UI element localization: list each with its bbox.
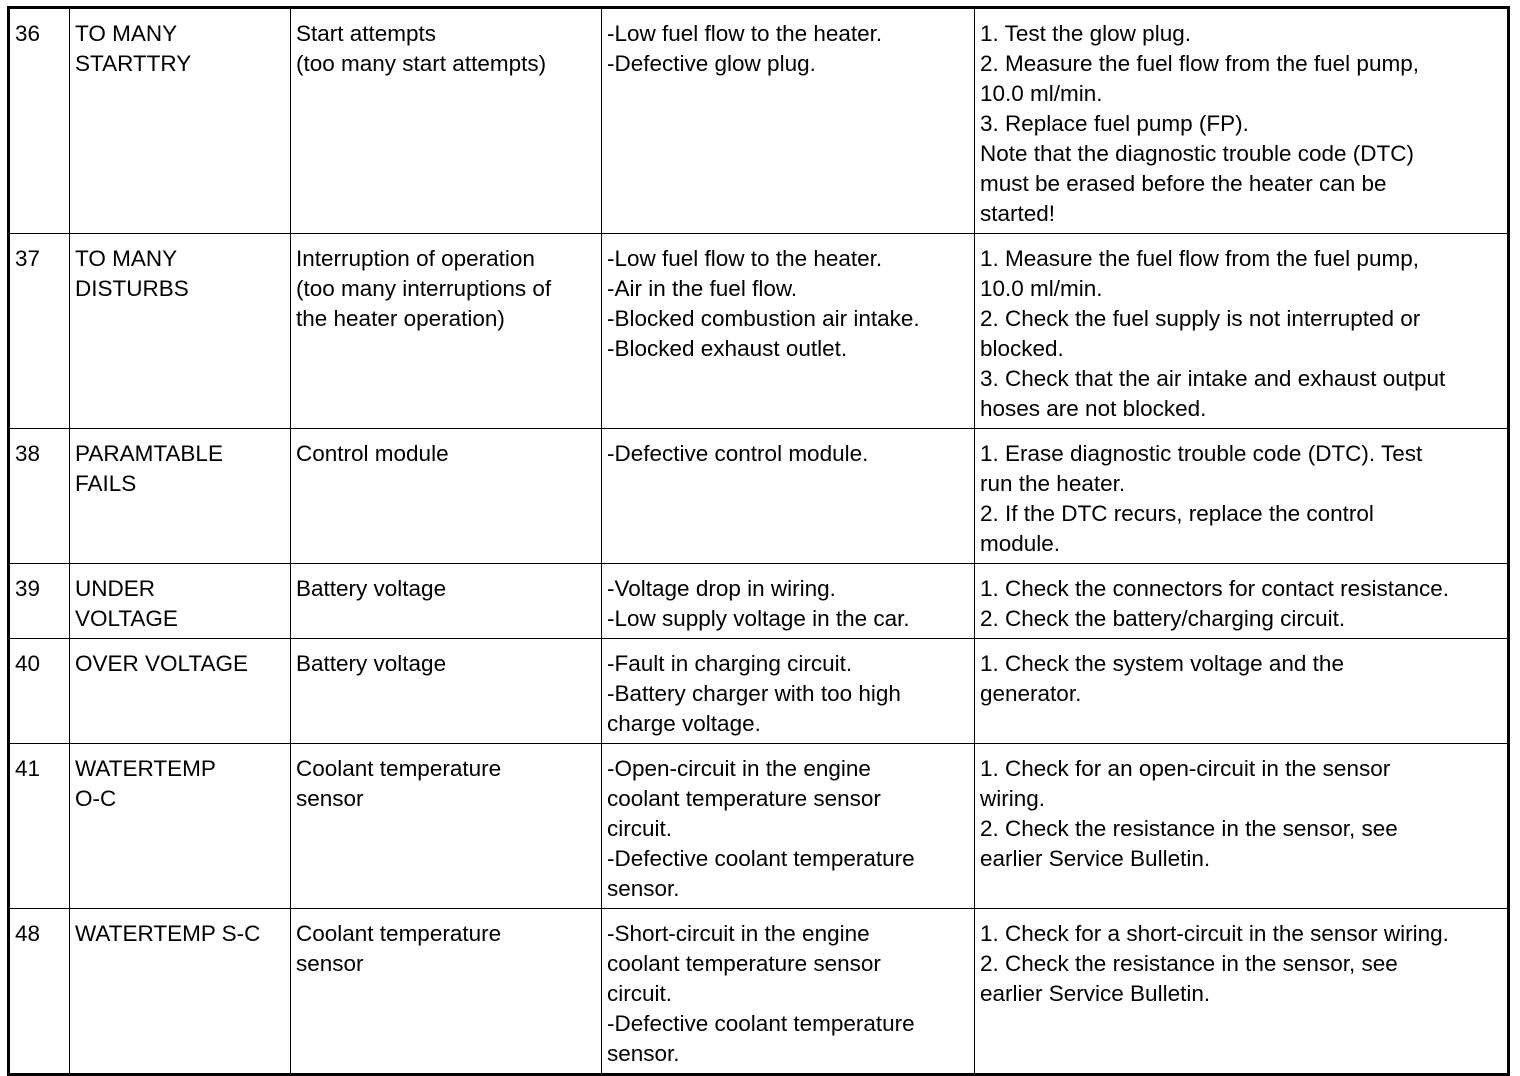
cause-text-line: -Low fuel flow to the heater. [607,246,883,271]
component-text-line: sensor [296,951,364,976]
cause-text-line: -Low fuel flow to the heater. [607,21,883,46]
cause-cell [602,8,975,234]
name-text-line: TO MANY [75,21,178,46]
action-text-line: 2. Check the fuel supply is not interrupted or [980,306,1421,331]
cause-text-line: -Low supply voltage in the car. [607,606,910,631]
cause-text-line: coolant temperature sensor [607,786,881,811]
component-text-line: the heater operation) [296,306,505,331]
dtc-name-cell [70,564,291,639]
name-text-line: VOLTAGE [75,606,178,631]
action-cell [975,234,1509,429]
table-row [9,564,1509,639]
dtc-code-cell [9,564,70,639]
cause-text-line: sensor. [607,876,680,901]
cause-text-line: -Battery charger with too high [607,681,901,706]
cause-text-line: charge voltage. [607,711,761,736]
component-cell [291,639,602,744]
action-text-line: Note that the diagnostic trouble code (DTC) [980,141,1414,166]
cause-text-line: coolant temperature sensor [607,951,881,976]
action-text-line: 2. Measure the fuel flow from the fuel pump, [980,51,1419,76]
component-text-line: Coolant temperature [296,921,502,946]
dtc-name-cell [70,639,291,744]
action-text-line: 2. If the DTC recurs, replace the control [980,501,1374,526]
table-row [9,639,1509,744]
dtc-code-cell [9,234,70,429]
action-text-line: must be erased before the heater can be [980,171,1387,196]
code-text: 48 [15,921,41,946]
dtc-name-cell [70,8,291,234]
code-text: 36 [15,21,41,46]
component-cell [291,8,602,234]
dtc-code-cell [9,639,70,744]
name-text-line: WATERTEMP S-C [75,921,261,946]
dtc-code-cell [9,429,70,564]
cause-text-line: -Voltage drop in wiring. [607,576,836,601]
action-cell [975,564,1509,639]
name-text-line: FAILS [75,471,137,496]
action-text-line: hoses are not blocked. [980,396,1207,421]
component-text-line: Start attempts [296,21,437,46]
code-text: 38 [15,441,41,466]
action-text-line: 1. Test the glow plug. [980,21,1191,46]
dtc-code-cell [9,909,70,1075]
component-cell [291,234,602,429]
action-text-line: 2. Check the resistance in the sensor, see [980,951,1398,976]
action-text-line: 3. Replace fuel pump (FP). [980,111,1249,136]
action-text-line: module. [980,531,1061,556]
cause-text-line: -Air in the fuel flow. [607,276,798,301]
cause-cell [602,564,975,639]
action-text-line: run the heater. [980,471,1126,496]
action-cell [975,8,1509,234]
table-row [9,429,1509,564]
dtc-table-body [9,8,1509,1075]
cause-text-line: -Fault in charging circuit. [607,651,853,676]
cause-text-line: -Defective coolant temperature [607,1011,915,1036]
dtc-name-cell [70,429,291,564]
component-text-line: (too many interruptions of [296,276,552,301]
name-text-line: O-C [75,786,117,811]
component-cell [291,564,602,639]
cause-text-line: -Short-circuit in the engine [607,921,870,946]
name-text-line: PARAMTABLE [75,441,223,466]
cause-text-line: -Open-circuit in the engine [607,756,871,781]
dtc-table [7,6,1510,1076]
dtc-name-cell [70,234,291,429]
cause-text-line: -Blocked combustion air intake. [607,306,920,331]
table-row [9,744,1509,909]
table-row [9,234,1509,429]
dtc-code-cell [9,744,70,909]
action-text-line: 10.0 ml/min. [980,276,1103,301]
name-text-line: WATERTEMP [75,756,216,781]
cause-cell [602,429,975,564]
table-row [9,8,1509,234]
action-text-line: 2. Check the battery/charging circuit. [980,606,1346,631]
cause-text-line: sensor. [607,1041,680,1066]
cause-text-line: circuit. [607,981,673,1006]
action-text-line: 1. Check the connectors for contact resistance. [980,576,1449,601]
action-text-line: earlier Service Bulletin. [980,846,1211,871]
action-cell [975,744,1509,909]
action-text-line: wiring. [980,786,1046,811]
cause-text-line: -Blocked exhaust outlet. [607,336,848,361]
code-text: 41 [15,756,41,781]
component-cell [291,429,602,564]
cause-cell [602,234,975,429]
action-text-line: blocked. [980,336,1064,361]
component-text-line: Interruption of operation [296,246,535,271]
action-cell [975,429,1509,564]
action-text-line: 10.0 ml/min. [980,81,1103,106]
action-cell [975,909,1509,1075]
dtc-name-cell [70,744,291,909]
dtc-name-cell [70,909,291,1075]
table-row [9,909,1509,1075]
component-text-line: sensor [296,786,364,811]
component-cell [291,909,602,1075]
action-cell [975,639,1509,744]
action-text-line: earlier Service Bulletin. [980,981,1211,1006]
action-text-line: 1. Check for an open-circuit in the sensor [980,756,1391,781]
component-cell [291,744,602,909]
cause-cell [602,639,975,744]
action-text-line: 1. Check the system voltage and the [980,651,1344,676]
action-text-line: generator. [980,681,1082,706]
code-text: 40 [15,651,41,676]
action-text-line: 1. Check for a short-circuit in the sensor wiring. [980,921,1449,946]
cause-cell [602,744,975,909]
name-text-line: DISTURBS [75,276,189,301]
code-text: 37 [15,246,41,271]
action-text-line: 3. Check that the air intake and exhaust output [980,366,1446,391]
component-text-line: Battery voltage [296,576,447,601]
component-text-line: Battery voltage [296,651,447,676]
dtc-code-cell [9,8,70,234]
cause-text-line: -Defective glow plug. [607,51,816,76]
component-text-line: Control module [296,441,449,466]
action-text-line: 1. Erase diagnostic trouble code (DTC). Test [980,441,1423,466]
cause-text-line: -Defective coolant temperature [607,846,915,871]
cause-text-line: -Defective control module. [607,441,869,466]
name-text-line: STARTTRY [75,51,192,76]
name-text-line: TO MANY [75,246,178,271]
action-text-line: 2. Check the resistance in the sensor, see [980,816,1398,841]
component-text-line: (too many start attempts) [296,51,547,76]
name-text-line: UNDER [75,576,156,601]
action-text-line: started! [980,201,1056,226]
name-text-line: OVER VOLTAGE [75,651,248,676]
action-text-line: 1. Measure the fuel flow from the fuel pump, [980,246,1419,271]
cause-text-line: circuit. [607,816,673,841]
cause-cell [602,909,975,1075]
component-text-line: Coolant temperature [296,756,502,781]
code-text: 39 [15,576,41,601]
